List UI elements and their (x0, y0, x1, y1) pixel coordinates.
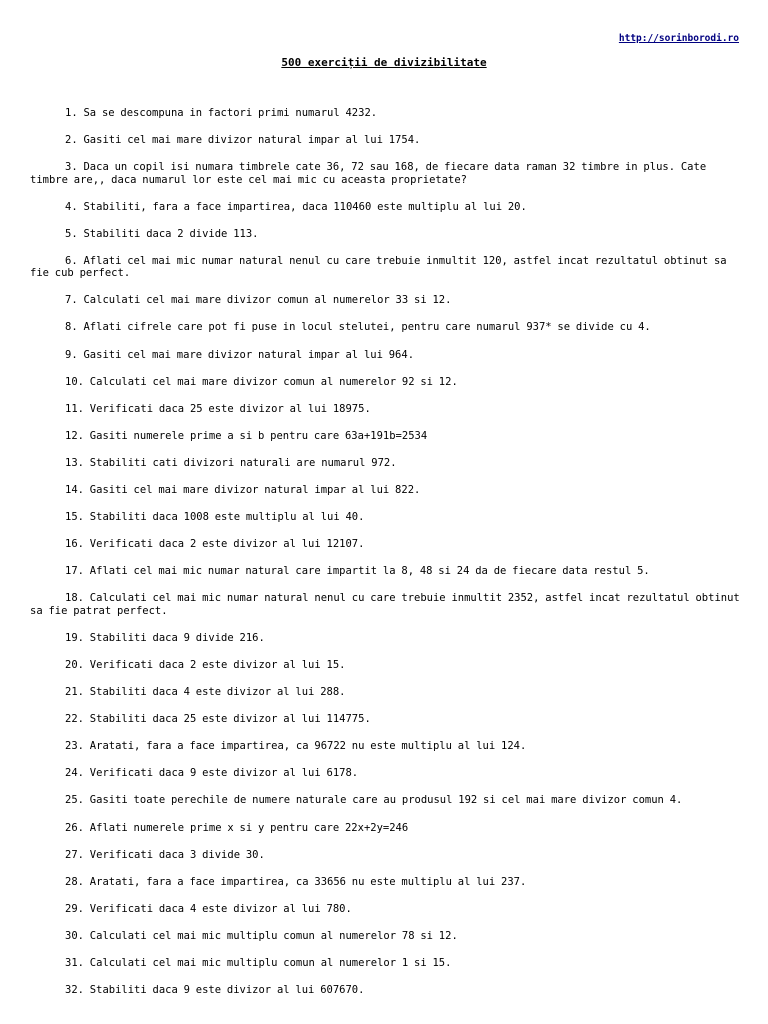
exercise-number: 14. (65, 484, 84, 497)
exercise-number: 27. (65, 848, 84, 861)
exercise-number: 11. (65, 402, 84, 415)
exercise-number: 26. (65, 821, 84, 834)
exercise-text: Calculati cel mai mare divizor comun al numerelor 92 si 12. (89, 375, 458, 388)
exercise-item (30, 849, 746, 861)
exercise-text: Aflati numerele prime x si y pentru care 22x+2y=246 (89, 821, 409, 834)
exercise-number: 8. (65, 321, 78, 334)
exercise-text: Aflati cel mai mic numar natural care impartit la 8, 48 si 24 da de fiecare data restul 5. (89, 565, 650, 578)
exercise-number: 16. (65, 538, 84, 551)
exercise-text: Stabiliti daca 1008 este multiplu al lui 40. (89, 511, 365, 524)
exercise-item (30, 538, 746, 550)
exercise-number: 18. (65, 592, 84, 605)
exercise-number: 31. (65, 957, 84, 970)
exercise-text: Calculati cel mai mic multiplu comun al numerelor 1 si 15. (89, 957, 452, 970)
exercise-text: Calculati cel mai mic numar natural nenul cu care trebuie inmultit 2352, astfel incat rezultatul obtinut sa fie patrat perfect. (30, 592, 740, 617)
exercise-number: 22. (65, 713, 84, 726)
exercise-number: 12. (65, 429, 84, 442)
exercise-item (30, 822, 746, 834)
exercise-number: 24. (65, 767, 84, 780)
exercise-item (30, 740, 746, 752)
exercise-item (30, 632, 746, 644)
exercise-item (30, 107, 746, 119)
exercise-text: Verificati daca 9 este divizor al lui 6178. (89, 767, 359, 780)
exercise-item (30, 255, 746, 280)
exercise-item (30, 484, 746, 496)
exercise-text: Stabiliti daca 2 divide 113. (83, 227, 259, 240)
exercise-text: Daca un copil isi numara timbrele cate 36, 72 sau 168, de fiecare data raman 32 timbre in plus. Cate timbre are,, daca numarul lor este cel mai mic cu aceasta proprietate? (30, 161, 707, 186)
exercise-item (30, 592, 746, 617)
exercise-text: Aratati, fara a face impartirea, ca 96722 nu este multiplu al lui 124. (89, 740, 527, 753)
exercise-item (30, 930, 746, 942)
exercise-item (30, 321, 746, 333)
exercise-text: Calculati cel mai mic multiplu comun al numerelor 78 si 12. (89, 929, 458, 942)
exercise-item (30, 161, 746, 186)
exercise-text: Gasiti cel mai mare divizor natural impar al lui 964. (83, 348, 415, 361)
exercise-text: Stabiliti, fara a face impartirea, daca 110460 este multiplu al lui 20. (83, 200, 527, 213)
exercise-item (30, 228, 746, 240)
exercise-number: 6. (65, 254, 78, 267)
exercise-number: 1. (65, 107, 78, 119)
exercise-item (30, 876, 746, 888)
exercise-number: 29. (65, 902, 84, 915)
exercise-text: Verificati daca 4 este divizor al lui 780. (89, 902, 352, 915)
exercise-item (30, 430, 746, 442)
exercise-number: 17. (65, 565, 84, 578)
exercise-number: 25. (65, 794, 84, 807)
exercise-item (30, 767, 746, 779)
exercise-item (30, 457, 746, 469)
exercise-item (30, 713, 746, 725)
exercise-item (30, 349, 746, 361)
exercise-number: 2. (65, 134, 78, 147)
site-link[interactable]: http://sorinborodi.ro (618, 33, 739, 44)
exercise-number: 21. (65, 686, 84, 699)
exercise-number: 30. (65, 929, 84, 942)
exercise-text: Aflati cifrele care pot fi puse in locul stelutei, pentru care numarul 937* se divide cu 4. (83, 321, 651, 334)
exercise-number: 32. (65, 984, 84, 997)
exercise-item (30, 794, 746, 806)
exercise-number: 13. (65, 456, 84, 469)
exercise-number: 7. (65, 294, 78, 307)
exercise-text: Verificati daca 2 este divizor al lui 15. (89, 659, 346, 671)
exercise-text: Gasiti cel mai mare divizor natural impar al lui 822. (89, 484, 421, 497)
exercise-text: Stabiliti daca 9 este divizor al lui 607670. (89, 984, 365, 997)
exercise-text: Aratati, fara a face impartirea, ca 33656 nu este multiplu al lui 237. (89, 875, 527, 888)
exercise-text: Stabiliti cati divizori naturali are numarul 972. (89, 456, 397, 469)
exercise-item (30, 984, 746, 996)
exercise-number: 3. (65, 161, 78, 174)
exercise-item (30, 903, 746, 915)
exercise-text: Sa se descompuna in factori primi numarul 4232. (83, 107, 378, 119)
exercise-text: Gasiti toate perechile de numere naturale care au produsul 192 si cel mai mare divizor comun 4. (89, 794, 683, 807)
exercise-item (30, 403, 746, 415)
exercise-item (30, 376, 746, 388)
exercise-number: 15. (65, 511, 84, 524)
document-title: 500 exerciții de divizibilitate (281, 56, 487, 69)
exercise-text: Gasiti cel mai mare divizor natural impar al lui 1754. (83, 134, 421, 147)
exercise-number: 28. (65, 875, 84, 888)
exercise-item (30, 201, 746, 213)
exercise-text: Verificati daca 3 divide 30. (89, 848, 265, 861)
exercise-text: Verificati daca 25 este divizor al lui 18975. (89, 402, 371, 415)
exercise-number: 9. (65, 348, 78, 361)
exercise-number: 10. (65, 375, 84, 388)
exercise-item (30, 957, 746, 969)
exercise-number: 5. (65, 227, 78, 240)
exercise-item (30, 511, 746, 523)
exercise-item (30, 659, 746, 671)
exercise-text: Stabiliti daca 9 divide 216. (89, 631, 265, 644)
exercise-number: 19. (65, 631, 84, 644)
exercise-text: Calculati cel mai mare divizor comun al numerelor 33 si 12. (83, 294, 452, 307)
exercise-number: 23. (65, 740, 84, 753)
exercise-number: 4. (65, 200, 78, 213)
exercise-text: Stabiliti daca 25 este divizor al lui 114775. (89, 713, 371, 726)
exercise-item (30, 134, 746, 146)
exercise-item (30, 565, 746, 577)
exercise-text: Verificati daca 2 este divizor al lui 12107. (89, 538, 365, 551)
exercise-list (30, 107, 746, 1011)
exercise-item (30, 686, 746, 698)
exercise-item (30, 294, 746, 306)
exercise-text: Aflati cel mai mic numar natural nenul cu care trebuie inmultit 120, astfel incat rezultatul obtinut sa fie cub perfect. (30, 254, 727, 280)
exercise-text: Stabiliti daca 4 este divizor al lui 288. (89, 686, 346, 699)
exercise-number: 20. (65, 659, 84, 671)
exercise-text: Gasiti numerele prime a si b pentru care 63a+191b=2534 (89, 429, 428, 442)
